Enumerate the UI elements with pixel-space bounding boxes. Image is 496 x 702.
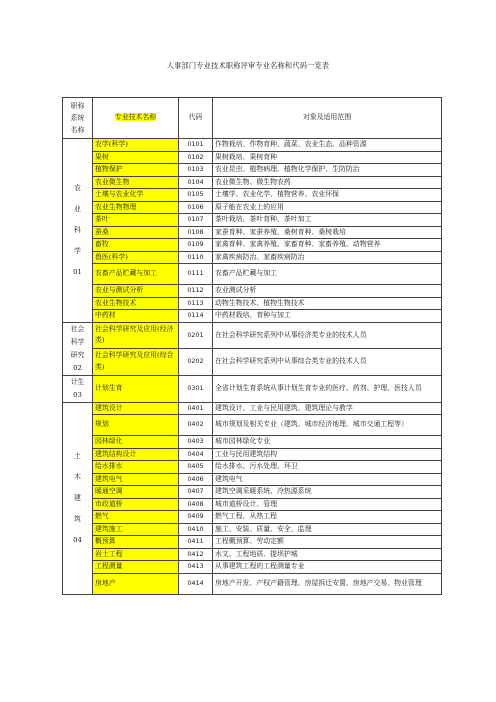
specialty-code: 0201 <box>179 322 213 349</box>
specialty-code: 0202 <box>179 349 213 376</box>
header-code: 代码 <box>179 98 213 139</box>
header-name: 专业技术名称 <box>114 113 157 122</box>
specialty-code: 0412 <box>179 548 213 561</box>
table-row <box>63 473 442 486</box>
specialty-code: 0301 <box>179 375 213 402</box>
specialty-name: 农业生物物理 <box>93 201 179 214</box>
specialty-code: 0405 <box>179 461 213 474</box>
title-code-table <box>62 97 442 595</box>
specialty-code: 0411 <box>179 536 213 549</box>
specialty-code: 0111 <box>179 264 213 285</box>
table-row <box>63 548 442 561</box>
specialty-code: 0409 <box>179 511 213 524</box>
system-name-cell <box>63 139 93 323</box>
specialty-name: 规划 <box>93 415 179 436</box>
specialty-scope: 工业与民用建筑结构 <box>213 448 442 461</box>
system-name-line: 筑 <box>74 514 81 523</box>
specialty-code: 0410 <box>179 523 213 536</box>
specialty-scope: 原子能在农业上的应用 <box>213 201 442 214</box>
table-row <box>63 151 442 164</box>
specialty-name: 计划生育 <box>93 375 179 402</box>
system-name-line: 建 <box>74 493 81 502</box>
specialty-code: 0404 <box>179 448 213 461</box>
specialty-code: 0106 <box>179 201 213 214</box>
table-row <box>63 189 442 202</box>
specialty-code: 0414 <box>179 573 213 594</box>
system-name-cell <box>63 322 93 375</box>
table-row <box>63 498 442 511</box>
specialty-scope: 茶叶栽培、茶叶育种、茶叶加工 <box>213 214 442 227</box>
table-row <box>63 251 442 264</box>
system-name-line: 土 <box>74 451 81 460</box>
specialty-code: 0104 <box>179 176 213 189</box>
specialty-name: 给水排水 <box>93 461 179 474</box>
system-name-line: 农 <box>74 183 81 192</box>
specialty-name: 建筑结构设计 <box>93 448 179 461</box>
header-system <box>63 98 93 139</box>
specialty-name: 农畜产品贮藏与加工 <box>93 264 179 285</box>
header-system-line: 名称 <box>70 126 85 134</box>
specialty-code: 0403 <box>179 436 213 449</box>
table-row <box>63 264 442 285</box>
table-row <box>63 561 442 574</box>
table-row <box>63 310 442 323</box>
specialty-code: 0107 <box>179 214 213 227</box>
table-row <box>63 226 442 239</box>
specialty-scope: 燃气工程、从热工程 <box>213 511 442 524</box>
specialty-scope: 在社会科学研究系列中从事综合类专业的技术人员 <box>213 349 442 376</box>
system-name-line: 科 <box>74 225 81 234</box>
table-row <box>63 176 442 189</box>
specialty-scope: 家蚕育种、家蚕养殖、桑树育种、桑树栽培 <box>213 226 442 239</box>
specialty-name: 蚕桑 <box>93 226 179 239</box>
system-name-cell <box>63 375 93 402</box>
specialty-scope: 土壤学、农业化学、植物营养、农业环保 <box>213 189 442 202</box>
specialty-name: 植物保护 <box>93 164 179 177</box>
specialty-code: 0112 <box>179 285 213 298</box>
specialty-code: 0406 <box>179 473 213 486</box>
table-row <box>63 536 442 549</box>
specialty-name: 房地产 <box>93 573 179 594</box>
specialty-name: 建筑设计 <box>93 402 179 415</box>
specialty-scope: 城市园林绿化专业 <box>213 436 442 449</box>
specialty-name: 燃气 <box>93 511 179 524</box>
specialty-code: 0402 <box>179 415 213 436</box>
table-header-row <box>63 98 442 139</box>
specialty-code: 0113 <box>179 297 213 310</box>
specialty-code: 0108 <box>179 226 213 239</box>
header-system-line: 系统 <box>70 114 85 122</box>
specialty-code: 0114 <box>179 310 213 323</box>
table-row <box>63 164 442 177</box>
table-row <box>63 214 442 227</box>
specialty-name: 工程测量 <box>93 561 179 574</box>
specialty-name: 社会科学研究及应用(综合类) <box>93 349 179 376</box>
system-name-line: 02 <box>73 363 82 372</box>
table-row <box>63 322 442 349</box>
specialty-name: 市政道桥 <box>93 498 179 511</box>
specialty-scope: 建筑电气 <box>213 473 442 486</box>
table-row <box>63 239 442 252</box>
specialty-name: 果树 <box>93 151 179 164</box>
specialty-scope: 从事建筑工程的工程测量专业 <box>213 561 442 574</box>
table-row <box>63 448 442 461</box>
specialty-name: 农业微生物 <box>93 176 179 189</box>
specialty-scope: 水文、工程地质、提坝护城 <box>213 548 442 561</box>
specialty-name: 暖通空调 <box>93 486 179 499</box>
specialty-code: 0413 <box>179 561 213 574</box>
specialty-scope: 农业昆虫、植物病理、植物化学保护、生防防治 <box>213 164 442 177</box>
specialty-name: 建筑施工 <box>93 523 179 536</box>
specialty-name: 中药材 <box>93 310 179 323</box>
table-row <box>63 573 442 594</box>
specialty-scope: 全省计划生育系统从事计划生育专业的医疗、药剂、护理、医技人员 <box>213 375 442 402</box>
specialty-scope: 在社会科学研究系列中从事经济类专业的技术人员 <box>213 322 442 349</box>
table-row <box>63 297 442 310</box>
specialty-code: 0408 <box>179 498 213 511</box>
system-name-line: 03 <box>73 390 82 399</box>
system-name-cell <box>63 402 93 594</box>
specialty-name: 农学(科学) <box>93 139 179 152</box>
specialty-scope: 建筑空调采暖系统、冷热源系统 <box>213 486 442 499</box>
table-row <box>63 375 442 402</box>
specialty-name: 岩土工程 <box>93 548 179 561</box>
specialty-scope: 果树栽培、果树育种 <box>213 151 442 164</box>
specialty-scope: 施工、安装、质量、安全、监理 <box>213 523 442 536</box>
table-row <box>63 285 442 298</box>
table-row <box>63 349 442 376</box>
table-body <box>63 98 442 595</box>
specialty-name: 农业生物技术 <box>93 297 179 310</box>
specialty-name: 社会科学研究及应用(经济类) <box>93 322 179 349</box>
specialty-name: 畜牧 <box>93 239 179 252</box>
specialty-name: 土壤与农业化学 <box>93 189 179 202</box>
specialty-scope: 建筑设计、工业与民用建筑、建筑理论与教学 <box>213 402 442 415</box>
header-scope: 对象及适用范围 <box>213 98 442 139</box>
system-name-line: 社会 <box>70 324 85 333</box>
header-name-cell <box>93 98 179 139</box>
table-row <box>63 402 442 415</box>
specialty-scope: 农业测试分析 <box>213 285 442 298</box>
specialty-name: 茶叶 <box>93 214 179 227</box>
specialty-code: 0109 <box>179 239 213 252</box>
specialty-scope: 家禽疾病防治、家畜疾病防治 <box>213 251 442 264</box>
specialty-scope: 农业微生物、微生物农药 <box>213 176 442 189</box>
specialty-scope: 城市规划及相关专业（建筑、城市经济地理、城市交通工程等） <box>213 415 442 436</box>
specialty-code: 0401 <box>179 402 213 415</box>
specialty-code: 0110 <box>179 251 213 264</box>
specialty-code: 0101 <box>179 139 213 152</box>
specialty-name: 园林绿化 <box>93 436 179 449</box>
table-row <box>63 436 442 449</box>
system-name-line: 科学 <box>70 337 85 346</box>
specialty-code: 0103 <box>179 164 213 177</box>
specialty-scope: 农畜产品贮藏与加工 <box>213 264 442 285</box>
specialty-name: 建筑电气 <box>93 473 179 486</box>
specialty-scope: 工程概预算、劳动定额 <box>213 536 442 549</box>
system-name-line: 01 <box>73 267 82 276</box>
table-row <box>63 486 442 499</box>
specialty-name: 兽医(科学) <box>93 251 179 264</box>
table-row <box>63 511 442 524</box>
table-row <box>63 139 442 152</box>
system-name-line: 学 <box>74 246 81 255</box>
table-row <box>63 201 442 214</box>
system-name-line: 04 <box>73 535 82 544</box>
system-name-line: 业 <box>74 204 81 213</box>
specialty-code: 0102 <box>179 151 213 164</box>
table-row <box>63 415 442 436</box>
system-name-line: 研究 <box>70 350 85 359</box>
system-name-line: 木 <box>74 472 81 481</box>
specialty-scope: 家禽育种、家禽养殖、家畜育种、家畜养殖、动物营养 <box>213 239 442 252</box>
specialty-scope: 中药材栽培、育种与加工 <box>213 310 442 323</box>
specialty-scope: 作物栽培、作物育种、蔬菜、农业生态、品种资源 <box>213 139 442 152</box>
specialty-code: 0105 <box>179 189 213 202</box>
table-row <box>63 523 442 536</box>
table-row <box>63 461 442 474</box>
specialty-code: 0407 <box>179 486 213 499</box>
specialty-scope: 动物生物技术、植物生物技术 <box>213 297 442 310</box>
specialty-name: 概预算 <box>93 536 179 549</box>
header-system-line: 职称 <box>70 102 85 110</box>
system-name-line: 计生 <box>70 377 85 386</box>
page-title: 人事部门专业技术职称评审专业名称和代码一览表 <box>166 61 330 70</box>
specialty-scope: 城市道桥设计、管理 <box>213 498 442 511</box>
specialty-scope: 房地产开发、产权产籍管理、房屋拆迁安置、房地产交易、物业管理 <box>213 573 442 594</box>
specialty-scope: 给水排水、污水处理、环卫 <box>213 461 442 474</box>
specialty-name: 农业与测试分析 <box>93 285 179 298</box>
